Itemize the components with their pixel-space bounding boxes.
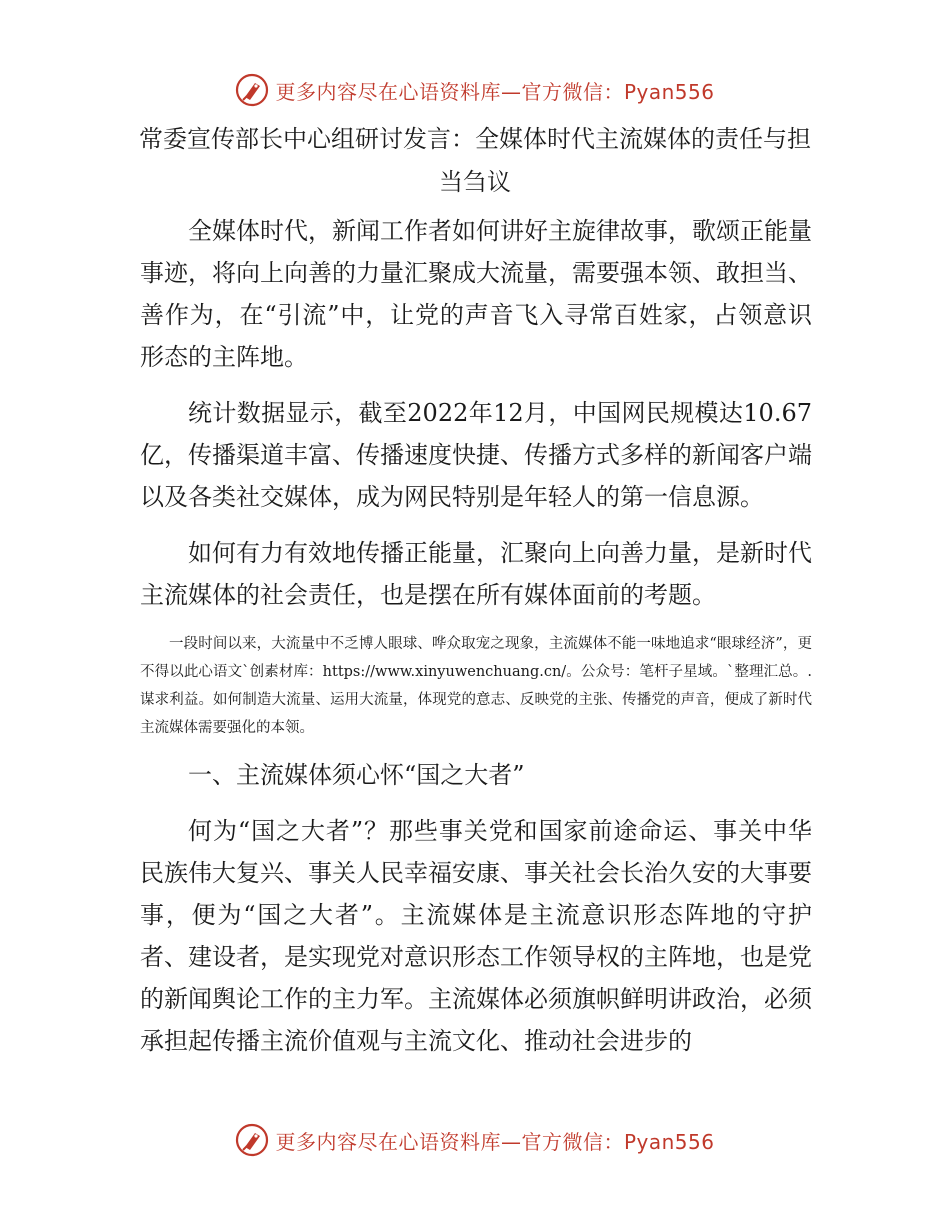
header-watermark xyxy=(0,68,950,112)
paragraph: 统计数据显示，截至2022年12月，中国网民规模达10.67亿，传播渠道丰富、传播速度快捷、传播方式多样的新闻客户端以及各类社交媒体，成为网民特别是年轻人的第一信息源。 xyxy=(140,399,812,511)
paragraph: 如何有力有效地传播正能量，汇聚向上向善力量，是新时代主流媒体的社会责任，也是摆在所有媒体面前的考题。 xyxy=(140,539,812,609)
section-heading: 一、主流媒体须心怀“国之大者” xyxy=(188,761,525,789)
pen-nib-logo-icon xyxy=(235,73,269,107)
small-paragraph: 一段时间以来，大流量中不乏博人眼球、哗众取宠之现象，主流媒体不能一味地追求“眼球经济”，更不得以此心语文`创素材库：https://www.xinyuwenchuang.cn/。公众号：笔杆子星域。`整理汇总。.谋求利益。如何制造大流量、运用大流量，体现党的意志、反映党的主张、传播党的声音，便成了新时代主流媒体需要强化的本领。 xyxy=(140,636,812,736)
paragraph: 全媒体时代，新闻工作者如何讲好主旋律故事，歌颂正能量事迹，将向上向善的力量汇聚成大流量，需要强本领、敢担当、善作为，在“引流”中，让党的声音飞入寻常百姓家，占领意识形态的主阵地。 xyxy=(140,217,812,371)
footer-watermark xyxy=(0,1118,950,1162)
page-title: 常委宣传部长中心组研讨发言：全媒体时代主流媒体的责任与担当刍议 xyxy=(139,125,811,196)
watermark-text: 更多内容尽在心语资料库—官方微信：Pyan556 xyxy=(275,79,715,104)
document-body xyxy=(140,210,812,1076)
pen-nib-logo-icon xyxy=(235,1123,269,1157)
watermark-text: 更多内容尽在心语资料库—官方微信：Pyan556 xyxy=(275,1129,715,1154)
paragraph: 何为“国之大者”？那些事关党和国家前途命运、事关中华民族伟大复兴、事关人民幸福安康、事关社会长治久安的大事要事，便为“国之大者”。主流媒体是主流意识形态阵地的守护者、建设者，是实现党对意识形态工作领导权的主阵地，也是党的新闻舆论工作的主力军。主流媒体必须旗帜鲜明讲政治，必须承担起传播主流价值观与主流文化、推动社会进步的 xyxy=(140,817,812,1055)
